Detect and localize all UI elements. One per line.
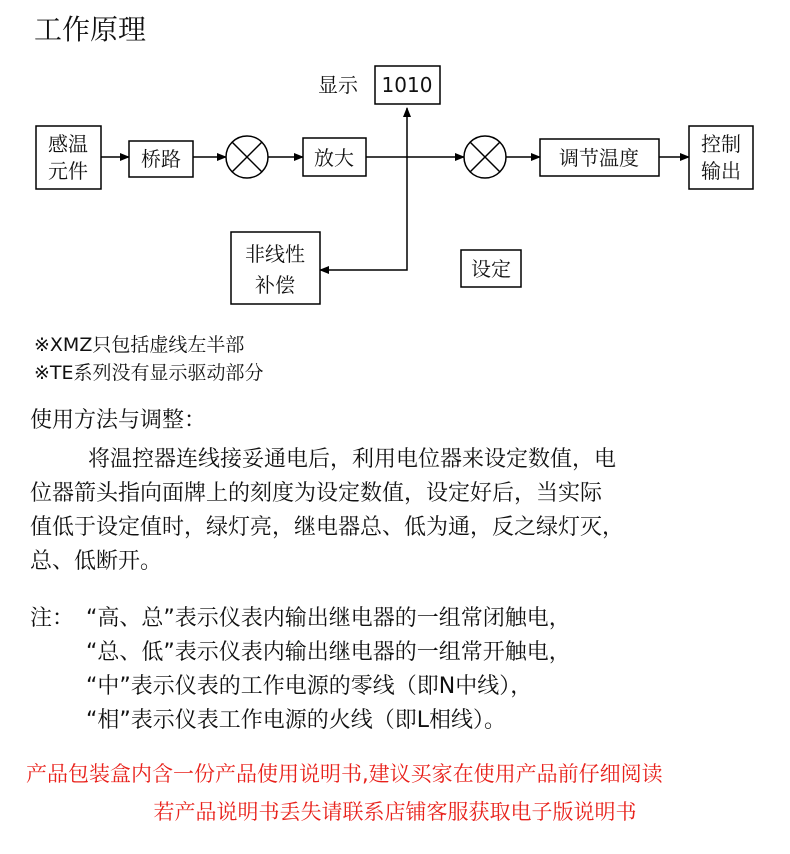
output-label-1: 控制 xyxy=(701,132,741,156)
usage-line-1: 将温控器连线接妥通电后，利用电位器来设定数值，电 xyxy=(88,447,617,472)
remark-line-1: “高、总”表示仪表内输出继电器的一组常闭触电， xyxy=(86,606,571,631)
usage-heading: 使用方法与调整： xyxy=(30,408,207,433)
usage-line-3: 值低于设定值时，绿灯亮，继电器总、低为通，反之绿灯灭， xyxy=(30,515,625,540)
setpoint-block xyxy=(461,250,521,287)
summing-junction-2 xyxy=(464,136,506,178)
amplifier-block xyxy=(303,138,366,176)
remark-line-4: “相”表示仪表工作电源的火线（即L相线）。 xyxy=(86,708,507,733)
nonlinear-label-1: 非线性 xyxy=(245,242,305,266)
display-value: 1010 xyxy=(381,73,433,97)
sensor-label-1: 感温 xyxy=(48,132,88,156)
sensor-block xyxy=(36,126,101,189)
remark-line-3: “中”表示仪表的工作电源的零线（即N中线）， xyxy=(86,674,533,699)
bridge-block xyxy=(129,141,193,177)
footer-line-1: 产品包装盒内含一份产品使用说明书,建议买家在使用产品前仔细阅读 xyxy=(26,762,663,786)
temp-adjust-block xyxy=(540,139,659,176)
block-diagram xyxy=(0,0,790,330)
usage-line-2: 位器箭头指向面牌上的刻度为设定数值，设定好后，当实际 xyxy=(30,481,603,506)
note-xmz: ※XMZ只包括虚线左半部 xyxy=(34,334,245,356)
usage-line-4: 总、低断开。 xyxy=(30,549,163,574)
sensor-label-2: 元件 xyxy=(48,159,88,183)
amplifier-label: 放大 xyxy=(314,146,354,170)
nonlinear-compensation-block xyxy=(231,232,320,304)
remark-line-2: “总、低”表示仪表内输出继电器的一组常开触电， xyxy=(86,640,571,665)
bridge-label: 桥路 xyxy=(141,147,181,171)
remark-label: 注： xyxy=(30,606,75,631)
display-block xyxy=(318,66,440,104)
signal-lines xyxy=(101,108,689,270)
note-te: ※TE系列没有显示驱动部分 xyxy=(34,362,264,384)
temp-adjust-label: 调节温度 xyxy=(559,146,639,170)
footer-line-2: 若产品说明书丢失请联系店铺客服获取电子版说明书 xyxy=(153,800,637,824)
display-label: 显示 xyxy=(318,73,358,97)
output-label-2: 输出 xyxy=(701,159,741,183)
setpoint-label: 设定 xyxy=(471,257,511,281)
summing-junction-1 xyxy=(226,136,268,178)
page-title: 工作原理 xyxy=(34,13,147,46)
nonlinear-label-2: 补偿 xyxy=(255,273,295,297)
control-output-block xyxy=(689,126,753,189)
